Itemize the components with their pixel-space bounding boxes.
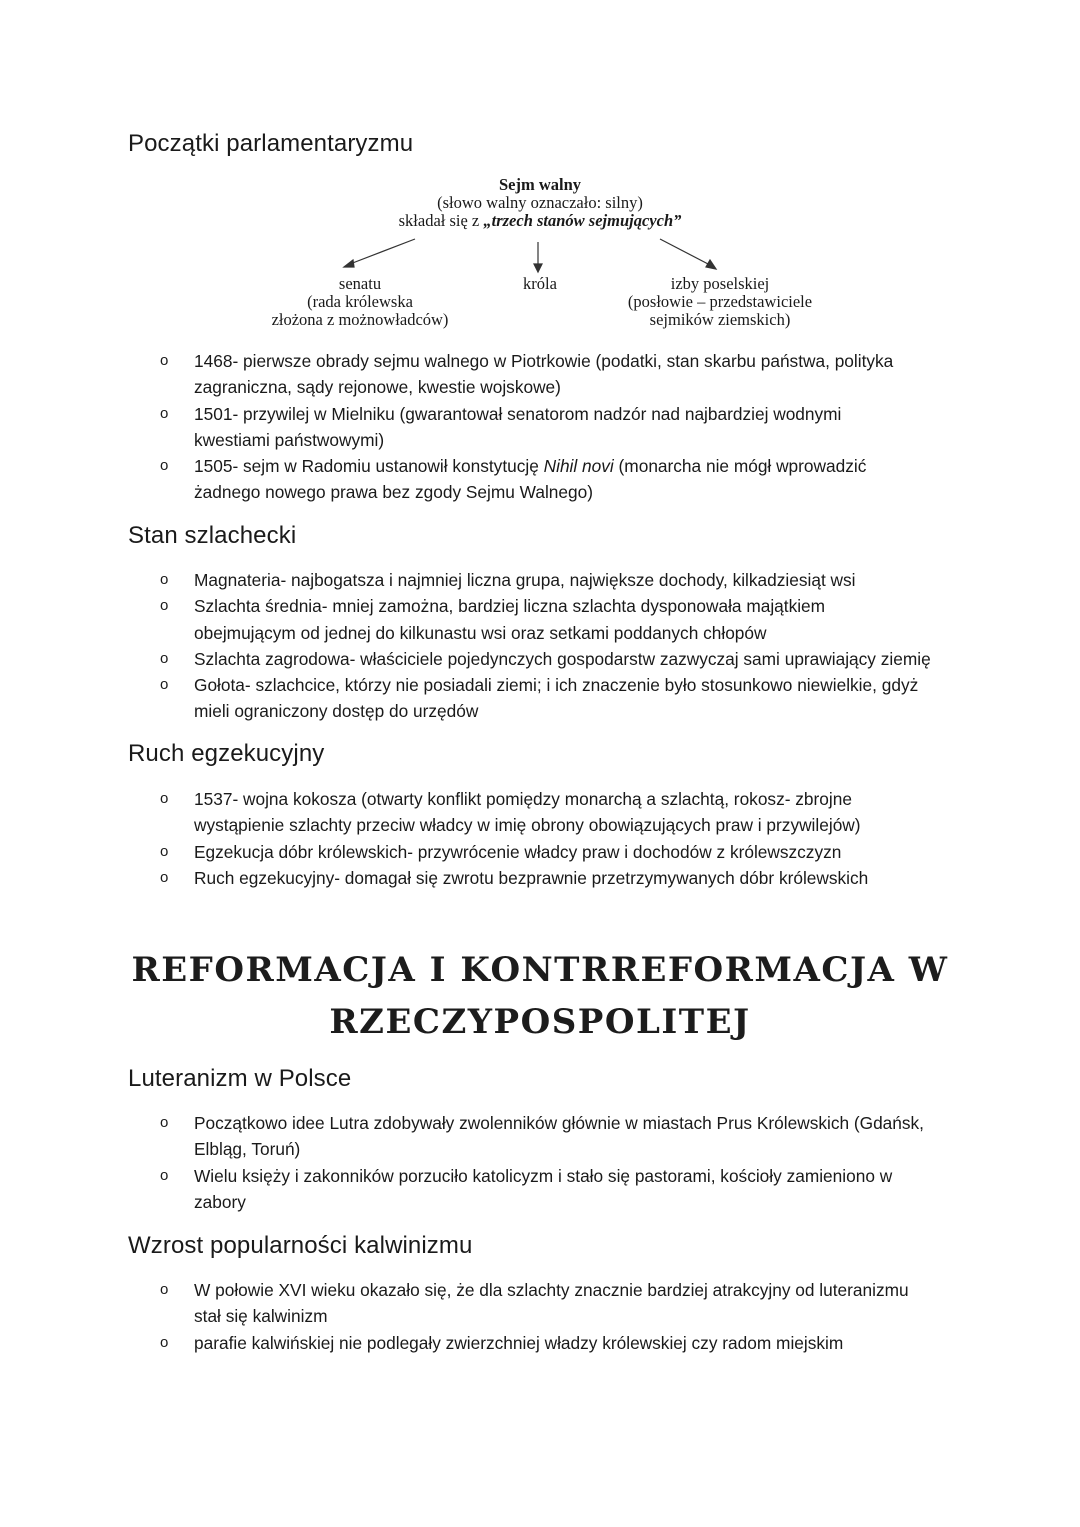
diagram-senat-1: senatu <box>338 274 382 293</box>
bullet-icon: o <box>160 1114 169 1131</box>
list-egzekucja <box>0 786 1080 891</box>
item-line: stał się kalwinizm <box>194 1306 328 1327</box>
arrowhead-izba <box>706 260 716 269</box>
diagram-izba-1: izby poselskiej <box>670 274 770 293</box>
diagram-izba-2: (posłowie – przedstawiciele <box>627 292 813 311</box>
bullet-icon: o <box>160 1333 169 1351</box>
bullet-icon: o <box>160 352 169 369</box>
diagram-subtitle: (słowo walny oznaczało: silny) <box>437 193 643 212</box>
bullet-icon: o <box>160 842 169 860</box>
list-kalwinizm <box>0 1277 1080 1356</box>
list-item <box>0 1163 1080 1216</box>
list-item <box>0 786 1080 839</box>
diagram-title: Sejm walny <box>498 175 582 194</box>
diagram-senat-3: złożona z możnowładców) <box>271 310 449 329</box>
item-line: Szlachta zagrodowa- właściciele pojedynczych gospodarstw zazwyczaj sami uprawiający ziemię <box>194 648 931 669</box>
heading-parlamentaryzm: Początki parlamentaryzmu <box>128 130 414 157</box>
heading-kalwinizm: Wzrost popularności kalwinizmu <box>128 1232 473 1259</box>
item-line: Szlachta średnia- mniej zamożna, bardziej liczna szlachta dysponowała majątkiem <box>194 596 826 617</box>
item-line: 1468- pierwsze obrady sejmu walnego w Piotrkowie (podatki, stan skarbu państwa, polityka <box>194 351 894 371</box>
item-line: kwestiami państwowymi) <box>194 429 385 450</box>
heading-egzekucja: Ruch egzekucyjny <box>128 740 325 767</box>
bullet-icon: o <box>160 790 169 807</box>
item-line: Ruch egzekucyjny- domagał się zwrotu bezprawnie przetrzymywanych dóbr królewskich <box>194 867 869 888</box>
item-line: zagraniczna, sądy rejonowe, kwestie wojskowe) <box>194 377 561 398</box>
bullet-icon: o <box>160 1166 169 1184</box>
item-line: zabory <box>194 1191 246 1212</box>
diagram-senat-2: (rada królewska <box>307 292 413 311</box>
list-item <box>0 348 1080 401</box>
item-text: 1505- sejm w Radomiu ustanowił konstytucję <box>194 456 544 477</box>
list-item <box>0 1110 1080 1163</box>
sejm-walny-diagram <box>240 172 840 337</box>
item-line: Początkowo idee Lutra zdobywały zwolenników głównie w miastach Prus Królewskich (Gdańsk, <box>194 1113 924 1133</box>
list-item <box>0 672 1080 725</box>
bullet-icon: o <box>160 404 169 422</box>
item-text: (monarcha nie mógł wprowadzić <box>613 456 867 477</box>
bullet-icon: o <box>160 868 169 886</box>
list-szlachta <box>0 567 1080 725</box>
list-item <box>0 567 1080 593</box>
list-item <box>0 453 1080 506</box>
list-item <box>0 1330 1080 1356</box>
arrow-to-senat <box>350 239 415 264</box>
arrowhead-senat <box>344 260 354 267</box>
list-item <box>0 593 1080 646</box>
list-item <box>0 401 1080 454</box>
bullet-icon: o <box>160 457 169 475</box>
item-line: żadnego nowego prawa bez zgody Sejmu Walnego) <box>194 482 593 503</box>
arrowhead-krol <box>534 264 542 272</box>
bullet-icon: o <box>160 1281 169 1298</box>
item-line: 1501- przywilej w Mielniku (gwarantował senatorom nadzór nad najbardziej wodnymi <box>194 403 842 424</box>
item-line: W połowie XVI wieku okazało się, że dla szlachty znacznie bardziej atrakcyjny od luteranizmu <box>194 1280 909 1300</box>
diagram-izba-3: sejmików ziemskich) <box>649 310 791 329</box>
item-line: wystąpienie szlachty przeciw władcy w imię obrony obowiązujących praw i przywilejów) <box>194 815 861 836</box>
item-line: Magnateria- najbogatsza i najmniej liczna grupa, największe dochody, kilkadziesiąt wsi <box>194 570 856 590</box>
diagram-krol: króla <box>523 274 557 293</box>
item-line: Wielu księży i zakonników porzuciło katolicyzm i stało się pastorami, kościoły zamieniono w <box>194 1165 893 1186</box>
list-item <box>0 865 1080 891</box>
banner-title-line2: RZECZYPOSPOLITEJ <box>329 1002 751 1042</box>
list-item <box>0 839 1080 865</box>
item-line <box>194 456 866 476</box>
list-item <box>0 646 1080 672</box>
bullet-icon: o <box>160 676 169 694</box>
item-line: parafie kalwińskiej nie podlegały zwierzchniej władzy królewskiej czy radom miejskim <box>194 1332 844 1353</box>
item-line: Elbląg, Toruń) <box>194 1139 301 1160</box>
item-line: mieli ograniczony dostęp do urzędów <box>194 701 479 722</box>
item-line: Egzekucja dóbr królewskich- przywrócenie władcy praw i dochodów z królewszczyzn <box>194 841 842 862</box>
item-emphasis: Nihil novi <box>543 456 614 477</box>
item-line: 1537- wojna kokosza (otwarty konflikt pomiędzy monarchą a szlachtą, rokosz- zbrojne <box>194 789 852 809</box>
arrow-to-izba <box>660 239 710 265</box>
diagram-composition-emphasis: „trzech stanów sejmujących” <box>483 211 682 230</box>
bullet-icon: o <box>160 597 169 615</box>
item-line: obejmującym od jednej do kilkunastu wsi oraz setkami poddanych chłopów <box>194 622 767 643</box>
heading-luteranizm: Luteranizm w Polsce <box>128 1065 352 1092</box>
list-item <box>0 1277 1080 1330</box>
heading-szlachta: Stan szlachecki <box>128 522 297 549</box>
list-luteranizm <box>0 1110 1080 1215</box>
diagram-composition-prefix: składał się z <box>398 211 484 230</box>
bullet-icon: o <box>160 571 169 588</box>
banner-title-line1: REFORMACJA I KONTRREFORMACJA W <box>131 950 949 990</box>
list-parlamentaryzm <box>0 348 1080 506</box>
bullet-icon: o <box>160 649 169 667</box>
item-line: Gołota- szlachcice, którzy nie posiadali ziemi; i ich znaczenie było stosunkowo niewielkie, gdyż <box>194 675 919 696</box>
